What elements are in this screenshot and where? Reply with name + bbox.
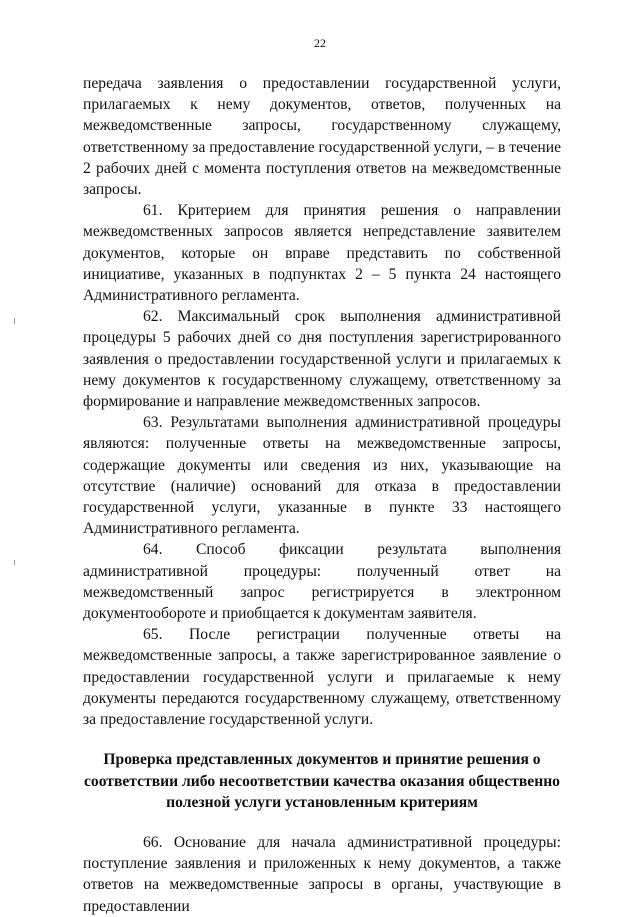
scan-mark <box>14 318 15 324</box>
paragraph-62: 62. Максимальный срок выполнения административной процедуры 5 рабочих дней со дня поступления зарегистрированного заявления о предоставлении государственной услуги и прилагаемых к нему документов к государственному служащему, ответственному за формирование и направление межведомственных запросов. <box>83 308 561 411</box>
document-body <box>83 73 561 917</box>
paragraph-63: 63. Результатами выполнения административной процедуры являются: полученные ответы на межведомственные запросы, содержащие документы или сведения из них, указывающие на отсутствие (наличие) оснований для отказа в предоставлении государственной услуги, указанные в пункте 33 настоящего Административного регламента. <box>83 414 561 538</box>
page-number: 22 <box>314 36 326 50</box>
paragraph-65: 65. После регистрации полученные ответы на межведомственные запросы, а также зарегистрированное заявление о предоставлении государственной услуги и прилагаемые к нему документы передаются государственному служащему, ответственному за предоставление государственной услуги. <box>83 626 561 729</box>
section-heading: Проверка представленных документов и принятие решения о соответствии либо несоответствии качества оказания общественно полезной услуги установленным критериям <box>84 751 560 811</box>
paragraph-66: 66. Основание для начала административной процедуры: поступление заявления и приложенных к нему документов, а также ответов на межведомственные запросы в органы, участвующие в предоставлении <box>83 833 561 915</box>
paragraph-61: 61. Критерием для принятия решения о направлении межведомственных запросов является непредставление заявителем документов, которые он вправе представить по собственной инициативе, указанных в подпунктах 2 – 5 пункта 24 настоящего Административного регламента. <box>83 202 561 305</box>
scan-mark <box>14 560 15 565</box>
paragraph-continuation: передача заявления о предоставлении государственной услуги, прилагаемых к нему документов, ответов, полученных на межведомственные запросы, государственному служащему, ответственному за предоставление государственной услуги, – в течение 2 рабочих дней с момента поступления ответов на межведомственные запросы. <box>83 75 562 199</box>
paragraph-64: 64. Способ фиксации результата выполнения административной процедуры: полученный ответ на межведомственный запрос регистрируется в электронном документообороте и приобщается к документам заявителя. <box>83 541 561 623</box>
